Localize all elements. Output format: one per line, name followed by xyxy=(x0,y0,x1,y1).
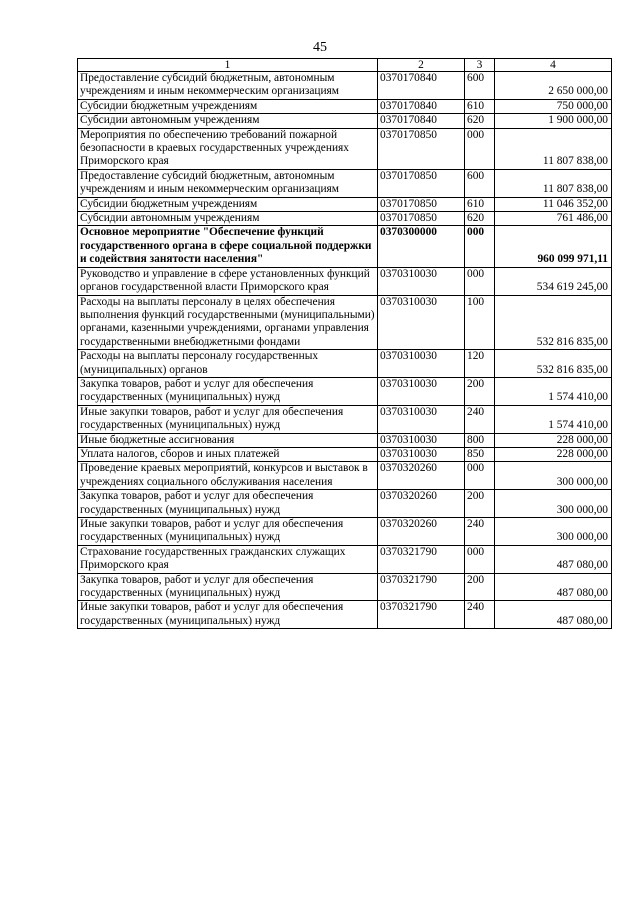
row-code-cell: 0370320260 xyxy=(378,518,465,546)
table-row xyxy=(78,267,612,295)
row-code-cell: 0370170850 xyxy=(378,128,465,169)
row-name-cell: Иные бюджетные ассигнования xyxy=(78,433,378,447)
row-code-cell: 0370170850 xyxy=(378,197,465,211)
row-amount-cell: 300 000,00 xyxy=(495,490,612,518)
row-code-cell: 0370320260 xyxy=(378,462,465,490)
row-name-cell: Иные закупки товаров, работ и услуг для обеспечения государственных (муниципальных) нужд xyxy=(78,518,378,546)
table-row xyxy=(78,601,612,629)
row-type-cell: 610 xyxy=(465,99,495,113)
row-name-cell: Предоставление субсидий бюджетным, автономным учреждениям и иным некоммерческим организациям xyxy=(78,72,378,100)
row-code-cell: 0370310030 xyxy=(378,447,465,461)
table-row xyxy=(78,433,612,447)
row-code-cell: 0370170840 xyxy=(378,114,465,128)
row-amount-cell: 761 486,00 xyxy=(495,212,612,226)
row-amount-cell: 532 816 835,00 xyxy=(495,295,612,350)
row-amount-cell: 534 619 245,00 xyxy=(495,267,612,295)
row-type-cell: 120 xyxy=(465,350,495,378)
row-type-cell: 850 xyxy=(465,447,495,461)
row-code-cell: 0370320260 xyxy=(378,490,465,518)
row-type-cell: 600 xyxy=(465,72,495,100)
row-code-cell: 0370170850 xyxy=(378,169,465,197)
row-code-cell: 0370310030 xyxy=(378,405,465,433)
row-amount-cell: 11 046 352,00 xyxy=(495,197,612,211)
table-row xyxy=(78,128,612,169)
table-row xyxy=(78,226,612,267)
row-name-cell: Иные закупки товаров, работ и услуг для обеспечения государственных (муниципальных) нужд xyxy=(78,601,378,629)
row-name-cell: Мероприятия по обеспечению требований пожарной безопасности в краевых государственных учреждениях Приморского края xyxy=(78,128,378,169)
row-name-cell: Субсидии автономным учреждениям xyxy=(78,114,378,128)
budget-table-body xyxy=(78,59,612,629)
row-code-cell: 0370310030 xyxy=(378,433,465,447)
row-amount-cell: 1 900 000,00 xyxy=(495,114,612,128)
table-row xyxy=(78,350,612,378)
header-col-2: 2 xyxy=(378,59,465,72)
table-row xyxy=(78,114,612,128)
row-name-cell: Расходы на выплаты персоналу в целях обеспечения выполнения функций государственными (муниципальными) органами, казенными учреждениями, органами управления государственными внебюджетными фондами xyxy=(78,295,378,350)
row-name-cell: Субсидии автономным учреждениям xyxy=(78,212,378,226)
table-row xyxy=(78,518,612,546)
row-code-cell: 0370310030 xyxy=(378,377,465,405)
row-amount-cell: 2 650 000,00 xyxy=(495,72,612,100)
row-name-cell: Предоставление субсидий бюджетным, автономным учреждениям и иным некоммерческим организациям xyxy=(78,169,378,197)
row-name-cell: Страхование государственных гражданских служащих Приморского края xyxy=(78,545,378,573)
row-code-cell: 0370321790 xyxy=(378,601,465,629)
table-row xyxy=(78,212,612,226)
table-row xyxy=(78,295,612,350)
row-code-cell: 0370310030 xyxy=(378,350,465,378)
row-name-cell: Субсидии бюджетным учреждениям xyxy=(78,99,378,113)
table-row xyxy=(78,573,612,601)
row-type-cell: 600 xyxy=(465,169,495,197)
table-row xyxy=(78,405,612,433)
row-type-cell: 200 xyxy=(465,377,495,405)
row-type-cell: 100 xyxy=(465,295,495,350)
row-name-cell: Закупка товаров, работ и услуг для обеспечения государственных (муниципальных) нужд xyxy=(78,573,378,601)
row-type-cell: 000 xyxy=(465,267,495,295)
row-name-cell: Руководство и управление в сфере установленных функций органов государственной власти Приморского края xyxy=(78,267,378,295)
row-type-cell: 240 xyxy=(465,601,495,629)
row-name-cell: Закупка товаров, работ и услуг для обеспечения государственных (муниципальных) нужд xyxy=(78,377,378,405)
row-code-cell: 0370310030 xyxy=(378,295,465,350)
row-amount-cell: 300 000,00 xyxy=(495,462,612,490)
row-amount-cell: 1 574 410,00 xyxy=(495,377,612,405)
header-col-1: 1 xyxy=(78,59,378,72)
row-code-cell: 0370321790 xyxy=(378,545,465,573)
row-type-cell: 000 xyxy=(465,226,495,267)
row-amount-cell: 960 099 971,11 xyxy=(495,226,612,267)
table-header-row xyxy=(78,59,612,72)
table-row xyxy=(78,72,612,100)
table-row xyxy=(78,99,612,113)
table-row xyxy=(78,377,612,405)
table-row xyxy=(78,197,612,211)
row-name-cell: Иные закупки товаров, работ и услуг для обеспечения государственных (муниципальных) нужд xyxy=(78,405,378,433)
row-name-cell: Проведение краевых мероприятий, конкурсов и выставок в учреждениях социального обслуживания населения xyxy=(78,462,378,490)
row-code-cell: 0370170850 xyxy=(378,212,465,226)
row-type-cell: 240 xyxy=(465,518,495,546)
table-row xyxy=(78,490,612,518)
row-type-cell: 610 xyxy=(465,197,495,211)
row-amount-cell: 11 807 838,00 xyxy=(495,169,612,197)
row-type-cell: 000 xyxy=(465,545,495,573)
row-type-cell: 620 xyxy=(465,212,495,226)
row-type-cell: 200 xyxy=(465,573,495,601)
row-name-cell: Субсидии бюджетным учреждениям xyxy=(78,197,378,211)
row-name-cell: Уплата налогов, сборов и иных платежей xyxy=(78,447,378,461)
row-type-cell: 800 xyxy=(465,433,495,447)
table-row xyxy=(78,545,612,573)
row-name-cell: Расходы на выплаты персоналу государственных (муниципальных) органов xyxy=(78,350,378,378)
row-type-cell: 000 xyxy=(465,128,495,169)
table-row xyxy=(78,169,612,197)
row-amount-cell: 228 000,00 xyxy=(495,447,612,461)
row-type-cell: 200 xyxy=(465,490,495,518)
row-amount-cell: 487 080,00 xyxy=(495,601,612,629)
row-code-cell: 0370170840 xyxy=(378,72,465,100)
row-amount-cell: 300 000,00 xyxy=(495,518,612,546)
row-name-cell: Закупка товаров, работ и услуг для обеспечения государственных (муниципальных) нужд xyxy=(78,490,378,518)
row-amount-cell: 487 080,00 xyxy=(495,573,612,601)
table-row xyxy=(78,462,612,490)
row-type-cell: 000 xyxy=(465,462,495,490)
row-amount-cell: 487 080,00 xyxy=(495,545,612,573)
row-type-cell: 240 xyxy=(465,405,495,433)
row-type-cell: 620 xyxy=(465,114,495,128)
header-col-4: 4 xyxy=(495,59,612,72)
row-code-cell: 0370170840 xyxy=(378,99,465,113)
table-row xyxy=(78,447,612,461)
row-amount-cell: 750 000,00 xyxy=(495,99,612,113)
budget-table xyxy=(77,58,612,629)
row-amount-cell: 11 807 838,00 xyxy=(495,128,612,169)
row-code-cell: 0370321790 xyxy=(378,573,465,601)
row-amount-cell: 532 816 835,00 xyxy=(495,350,612,378)
row-code-cell: 0370310030 xyxy=(378,267,465,295)
row-amount-cell: 1 574 410,00 xyxy=(495,405,612,433)
row-code-cell: 0370300000 xyxy=(378,226,465,267)
page-number: 45 xyxy=(313,40,327,55)
row-amount-cell: 228 000,00 xyxy=(495,433,612,447)
header-col-3: 3 xyxy=(465,59,495,72)
row-name-cell: Основное мероприятие "Обеспечение функций государственного органа в сфере социальной поддержки и содействия занятости населения" xyxy=(78,226,378,267)
